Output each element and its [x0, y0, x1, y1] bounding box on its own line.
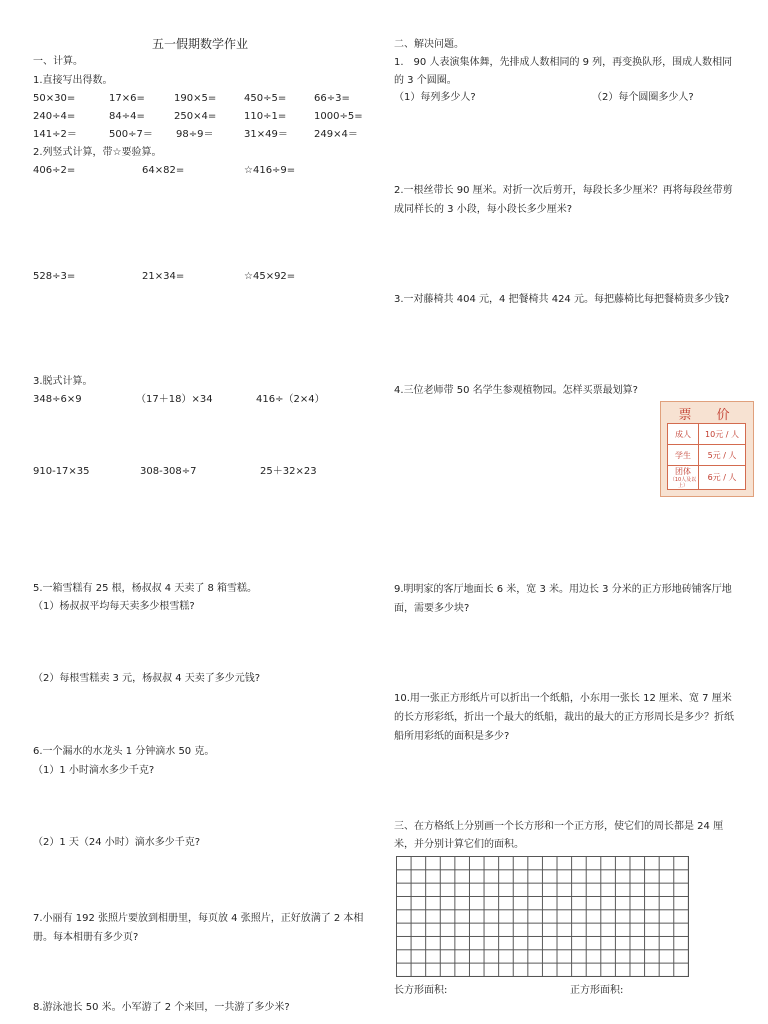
calc-item: 250×4=: [174, 111, 217, 122]
page-title: 五一假期数学作业: [152, 37, 249, 51]
calc-item: 17×6=: [109, 93, 145, 104]
vertical-calc-item: 21×34=: [142, 271, 185, 282]
ticket-type: 团体: [675, 467, 691, 476]
problem-1: 1. 90 人表演集体舞，先排成人数相同的 9 列，再变换队形，围成人数相同的 3 个圆圈。: [394, 57, 733, 86]
square-area-label: 正方形面积:: [570, 985, 624, 996]
ticket-price-card: [660, 401, 754, 497]
ticket-row: [668, 445, 746, 466]
vertical-calc-item: 528÷3=: [33, 271, 76, 282]
q3-heading: 3.脱式计算。: [33, 376, 93, 387]
problem-10: 10.用一张正方形纸片可以折出一个纸船，小东用一张长 12 厘米、宽 7 厘米的长方形彩纸，折出一个最大的纸船，裁出的最大的正方形周长是多少？折纸船所用彩纸的面积是多少?: [394, 693, 734, 742]
expression-item: 910-17×35: [33, 466, 90, 477]
ticket-type-note: （10人及以上）: [669, 477, 697, 489]
problem-4: 4.三位老师带 50 名学生参观植物园。怎样买票最划算?: [394, 385, 638, 396]
question-6-part-2: （2）1 天（24 小时）滴水多少千克?: [33, 837, 201, 848]
calc-item: 240÷4=: [33, 111, 76, 122]
calc-item: 66÷3=: [314, 93, 350, 104]
calc-item: 98÷9＝: [176, 129, 214, 140]
question-5-part-2: （2）每根雪糕卖 3 元，杨叔叔 4 天卖了多少元钱?: [33, 673, 261, 684]
calc-item: 500÷7＝: [109, 129, 153, 140]
problem-3: 3.一对藤椅共 404 元，4 把餐椅共 424 元。每把藤椅比每把餐椅贵多少钱?: [394, 294, 730, 305]
question-5-part-1: （1）杨叔叔平均每天卖多少根雪糕?: [33, 601, 195, 612]
calc-item: 450÷5=: [244, 93, 287, 104]
grid-paper[interactable]: [396, 856, 689, 977]
calc-item: 1000÷5=: [314, 111, 363, 122]
ticket-price: 5元 / 人: [699, 445, 746, 466]
expression-item: （17＋18）×34: [136, 394, 213, 405]
q2-heading: 2.列竖式计算，带☆要验算。: [33, 147, 162, 158]
question-5: 5.一箱雪糕有 25 根，杨叔叔 4 天卖了 8 箱雪糕。: [33, 583, 258, 594]
question-6: 6.一个漏水的水龙头 1 分钟滴水 50 克。: [33, 746, 215, 757]
ticket-price: 6元 / 人: [699, 466, 746, 490]
section-3-heading: 三、在方格纸上分别画一个长方形和一个正方形，使它们的周长都是 24 厘米，并分别计算它们的面积。: [394, 821, 724, 850]
ticket-type: 学生: [668, 445, 699, 466]
problem-9: 9.明明家的客厅地面长 6 米，宽 3 米。用边长 3 分米的正方形地砖铺客厅地面，需要多少块?: [394, 584, 732, 614]
calc-item: 31×49＝: [244, 129, 288, 140]
calc-item: 84÷4=: [109, 111, 145, 122]
rectangle-area-label: 长方形面积:: [394, 985, 448, 996]
expression-item: 348÷6×9: [33, 394, 82, 405]
ticket-row: [668, 466, 746, 490]
calc-item: 190×5=: [174, 93, 217, 104]
calc-item: 249×4＝: [314, 129, 358, 140]
calc-item: 50×30=: [33, 93, 76, 104]
calc-item: 141÷2＝: [33, 129, 77, 140]
problem-1-part-1: （1）每列多少人?: [394, 92, 476, 103]
section-2-heading: 二、解决问题。: [394, 39, 464, 50]
vertical-calc-item: 64×82=: [142, 165, 185, 176]
problem-1-part-2: （2）每个圆圈多少人?: [592, 92, 694, 103]
vertical-calc-item: ☆45×92=: [244, 271, 296, 282]
vertical-calc-item: 406÷2=: [33, 165, 76, 176]
ticket-type-group: [668, 466, 699, 490]
ticket-type: 成人: [668, 424, 699, 445]
ticket-price-table: [667, 423, 746, 490]
expression-item: 308-308÷7: [140, 466, 197, 477]
problem-2: 2.一根丝带长 90 厘米。对折一次后剪开，每段长多少厘米？再将每段丝带剪成同样长的 3 小段，每小段长多少厘米?: [394, 185, 733, 215]
section-1-heading: 一、计算。: [33, 56, 83, 67]
expression-item: 25＋32×23: [260, 466, 317, 477]
q1-heading: 1.直接写出得数。: [33, 75, 113, 86]
expression-item: 416÷（2×4）: [256, 394, 325, 405]
calc-item: 110÷1=: [244, 111, 287, 122]
ticket-heading: 票 价: [678, 408, 736, 423]
question-6-part-1: （1）1 小时滴水多少千克?: [33, 765, 155, 776]
question-7: 7.小丽有 192 张照片要放到相册里，每页放 4 张照片，正好放满了 2 本相册。每本相册有多少页?: [33, 913, 364, 943]
ticket-price: 10元 / 人: [699, 424, 746, 445]
vertical-calc-item: ☆416÷9=: [244, 165, 296, 176]
ticket-row: [668, 424, 746, 445]
question-8: 8.游泳池长 50 米。小军游了 2 个来回，一共游了多少米?: [33, 1002, 290, 1013]
